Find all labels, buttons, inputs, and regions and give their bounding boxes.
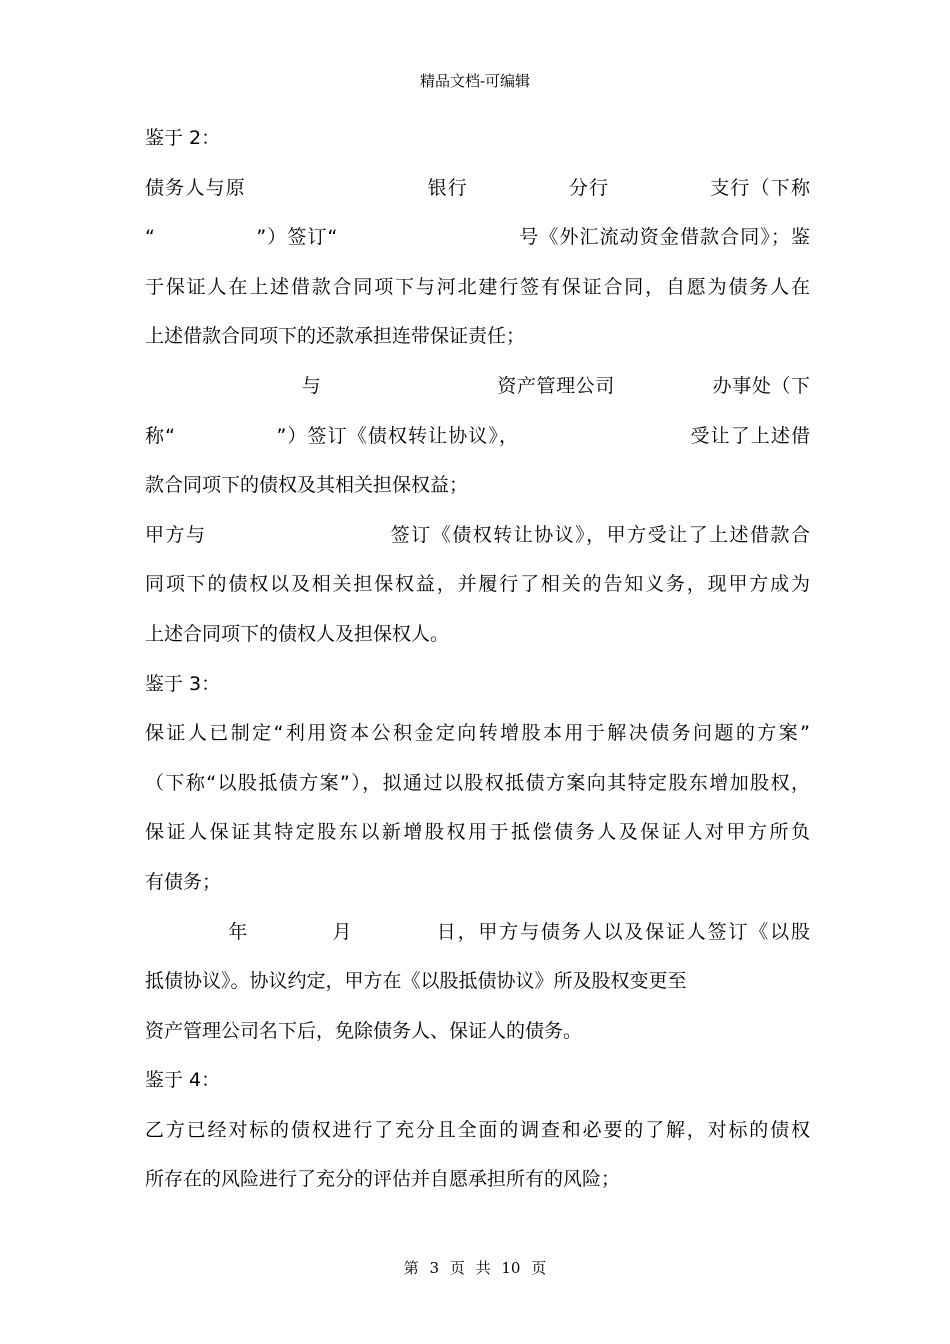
text-line: 有债务； xyxy=(145,870,222,893)
text-line: 债务人与原 银行 分行 支行（下称 xyxy=(145,176,810,199)
text-line: 上述合同项下的债权人及担保权人。 xyxy=(145,622,450,645)
text-line: 称“ ”）签订《债权转让协议》， 受让了上述借 xyxy=(145,424,810,447)
document-body xyxy=(145,124,810,1215)
text-line: （下称“以股抵债方案”），拟通过以股权抵债方案向其特定股东增加股权， xyxy=(145,771,810,794)
text-line: 鉴于 4： xyxy=(145,1069,221,1092)
text-line: 资产管理公司名下后，免除债务人、保证人的债务。 xyxy=(145,1019,583,1042)
text-line: 抵债协议》。协议约定，甲方在《以股抵债协议》所及股权变更至 xyxy=(145,970,687,993)
text-line: 鉴于 2： xyxy=(145,127,221,149)
text-line: 保证人已制定“利用资本公积金定向转增股本用于解决债务问题的方案” xyxy=(145,722,810,745)
text-line: 保证人保证其特定股东以新增股权用于抵偿债务人及保证人对甲方所负 xyxy=(145,821,810,844)
page-number: 第 3 页 共 10 页 xyxy=(403,1259,547,1277)
text-line: 鉴于 3： xyxy=(145,672,221,695)
text-line: 同项下的债权以及相关担保权益，并履行了相关的告知义务，现甲方成为 xyxy=(145,573,810,596)
text-line: 上述借款合同项下的还款承担连带保证责任； xyxy=(145,325,526,348)
text-line: 款合同项下的债权及其相关担保权益； xyxy=(145,474,469,497)
text-line: 所存在的风险进行了充分的评估并自愿承担所有的风险； xyxy=(145,1168,621,1191)
text-line: “ ”）签订“ 号《外汇流动资金借款合同》；鉴 xyxy=(145,226,810,249)
text-line: 与 资产管理公司 办事处（下 xyxy=(145,374,810,397)
text-line: 乙方已经对标的债权进行了充分且全面的调查和必要的了解，对标的债权 xyxy=(145,1118,810,1141)
page-header: 精品文档-可编辑 xyxy=(419,72,531,90)
text-line: 年 月 日，甲方与债务人以及保证人签订《以股 xyxy=(145,920,810,943)
text-line: 甲方与 签订《债权转让协议》，甲方受让了上述借款合 xyxy=(145,523,810,546)
text-line: 于保证人在上述借款合同项下与河北建行签有保证合同，自愿为债务人在 xyxy=(145,275,810,298)
